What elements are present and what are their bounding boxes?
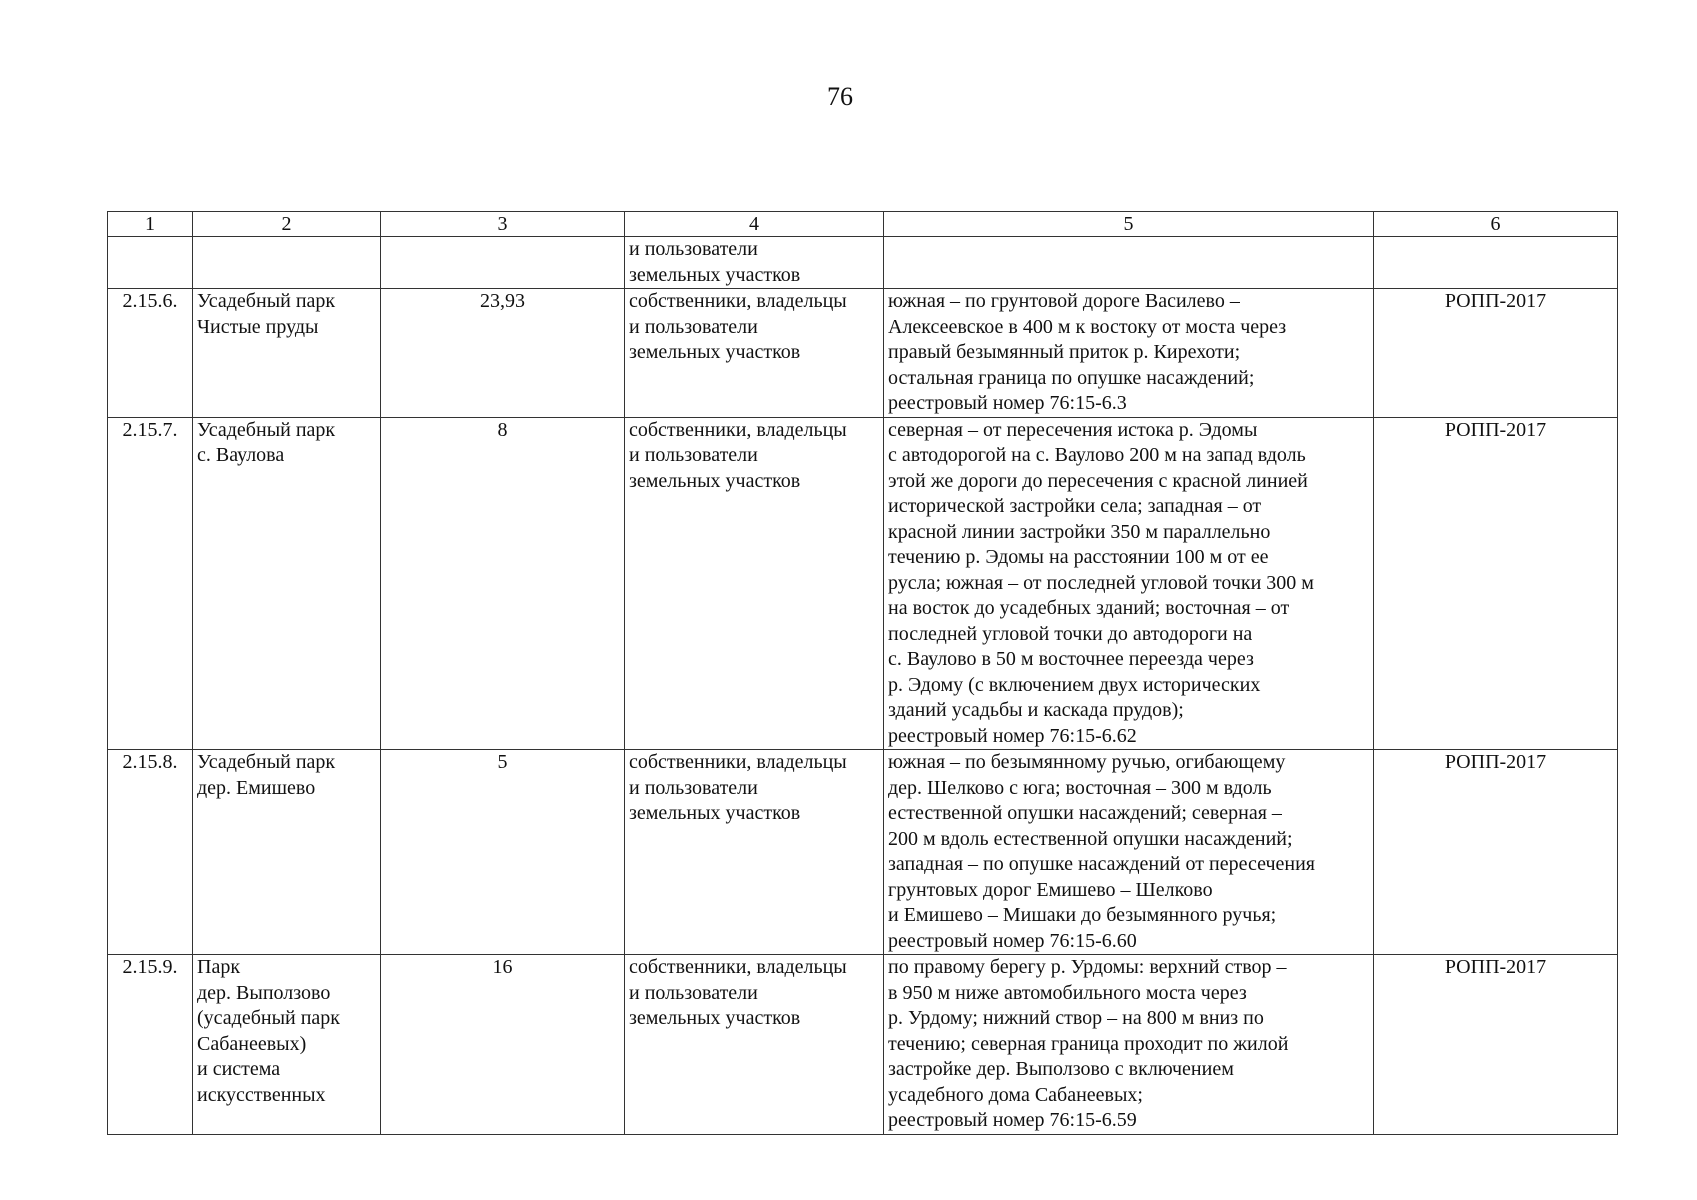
source-text bbox=[1374, 237, 1618, 289]
table-row bbox=[108, 237, 1618, 289]
area-value: 16 bbox=[381, 955, 625, 1135]
owners-text: собственники, владельцы и пользователи земельных участков bbox=[625, 750, 884, 955]
owners-text: собственники, владельцы и пользователи земельных участков bbox=[625, 955, 884, 1135]
source-text: РОПП-2017 bbox=[1374, 955, 1618, 1135]
object-name: Парк дер. Выползово (усадебный парк Сабанеевых) и система искусственных bbox=[193, 955, 381, 1135]
boundary-text: южная – по грунтовой дороге Василево – Алексеевское в 400 м к востоку от моста через правый безымянный приток р. Кирехоти; остальная граница по опушке насаждений; реестровый номер 76:15-6.3 bbox=[884, 289, 1374, 418]
area-value: 8 bbox=[381, 417, 625, 750]
source-text: РОПП-2017 bbox=[1374, 417, 1618, 750]
area-value: 5 bbox=[381, 750, 625, 955]
object-name: Усадебный парк с. Ваулова bbox=[193, 417, 381, 750]
row-number bbox=[108, 237, 193, 289]
object-name: Усадебный парк дер. Емишево bbox=[193, 750, 381, 955]
table-row bbox=[108, 955, 1618, 1135]
owners-text: собственники, владельцы и пользователи земельных участков bbox=[625, 417, 884, 750]
boundary-text: по правому берегу р. Урдомы: верхний створ – в 950 м ниже автомобильного моста через р. Урдому; нижний створ – на 800 м вниз по течению; северная граница проходит по жилой застройке дер. Выползово с включением усадебного дома Сабанеевых; реестровый номер 76:15-6.59 bbox=[884, 955, 1374, 1135]
table-row bbox=[108, 289, 1618, 418]
row-number: 2.15.7. bbox=[108, 417, 193, 750]
boundary-text bbox=[884, 237, 1374, 289]
source-text: РОПП-2017 bbox=[1374, 750, 1618, 955]
boundary-text: северная – от пересечения истока р. Эдомы с автодорогой на с. Ваулово 200 м на запад вдоль этой же дороги до пересечения с красной линией исторической застройки села; западная – от красной линии застройки 350 м параллельно течению р. Эдомы на расстоянии 100 м от ее русла; южная – от последней угловой точки 300 м на восток до усадебных зданий; восточная – от последней угловой точки до автодороги на с. Ваулово в 50 м восточнее переезда через р. Эдому (с включением двух исторических зданий усадьбы и каскада прудов); реестровый номер 76:15-6.62 bbox=[884, 417, 1374, 750]
table-header-row bbox=[108, 212, 1618, 237]
col-header-1: 1 bbox=[108, 212, 193, 237]
page-number: 76 bbox=[827, 82, 853, 111]
row-number: 2.15.6. bbox=[108, 289, 193, 418]
register-table bbox=[107, 211, 1618, 1135]
table-row bbox=[108, 417, 1618, 750]
owners-text: собственники, владельцы и пользователи земельных участков bbox=[625, 289, 884, 418]
table-row bbox=[108, 750, 1618, 955]
boundary-text: южная – по безымянному ручью, огибающему дер. Шелково с юга; восточная – 300 м вдоль естественной опушки насаждений; северная – 200 м вдоль естественной опушки насаждений; западная – по опушке насаждений от пересечения грунтовых дорог Емишево – Шелково и Емишево – Мишаки до безымянного ручья; реестровый номер 76:15-6.60 bbox=[884, 750, 1374, 955]
source-text: РОПП-2017 bbox=[1374, 289, 1618, 418]
row-number: 2.15.8. bbox=[108, 750, 193, 955]
col-header-2: 2 bbox=[193, 212, 381, 237]
col-header-5: 5 bbox=[884, 212, 1374, 237]
area-value bbox=[381, 237, 625, 289]
object-name: Усадебный парк Чистые пруды bbox=[193, 289, 381, 418]
owners-text: и пользователи земельных участков bbox=[625, 237, 884, 289]
col-header-4: 4 bbox=[625, 212, 884, 237]
col-header-3: 3 bbox=[381, 212, 625, 237]
area-value: 23,93 bbox=[381, 289, 625, 418]
row-number: 2.15.9. bbox=[108, 955, 193, 1135]
col-header-6: 6 bbox=[1374, 212, 1618, 237]
object-name bbox=[193, 237, 381, 289]
